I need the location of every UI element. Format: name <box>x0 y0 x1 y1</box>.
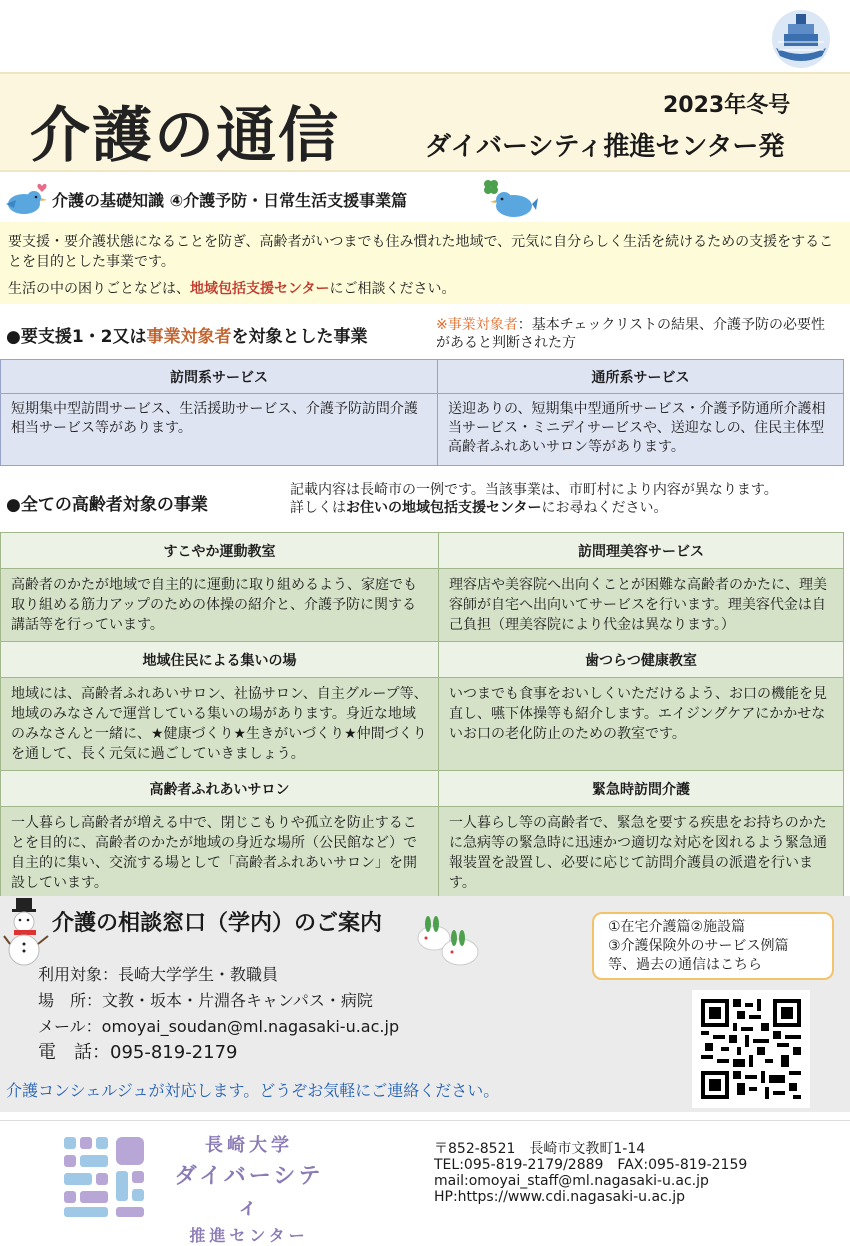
table2-body: 一人暮らし高齢者が増える中で、閉じこもりや孤立を防止することを目的に、高齢者のかたが地域の身近な場所（公民館など）で自主的に集い、交流する場として「高齢者ふれあいサロン」を開設しています。 <box>1 807 439 900</box>
tel-fax: TEL:095-819-2179/2889 FAX:095-819-2159 <box>434 1157 748 1173</box>
center-highlight: 地域包括支援センター <box>190 281 330 297</box>
issue-season: 2023年冬号 <box>663 93 791 118</box>
header-band <box>0 72 850 172</box>
consult-footer-text: 介護コンシェルジュが対応します。どうぞお気軽にご連絡ください。 <box>6 1081 500 1100</box>
table1-header-daycare: 通所系サービス <box>438 360 844 394</box>
consult-phone[interactable]: 電 話：095-819-2179 <box>38 1042 238 1063</box>
snow-rabbit-icon <box>414 908 484 968</box>
heading-emphasis: 事業対象者 <box>146 327 232 347</box>
qr-code[interactable] <box>692 990 810 1108</box>
table2-body: 地域には、高齢者ふれあいサロン、社協サロン、自主グループ等、地域のみなさんで運営している集いの場があります。身近な地域のみなさんと一緒に、★健康づくり★生きがいづくり★仲間づくりを通して、長く元気に過ごしていきましょう。 <box>1 678 439 771</box>
table2-title: 訪問理美容サービス <box>439 533 844 569</box>
table1-daycare-body: 送迎ありの、短期集中型通所サービス・介護予防通所介護相当サービス・ミニデイサービスや、送迎なしの、住民主体型高齢者ふれあいサロン等があります。 <box>438 394 844 466</box>
table2-title: 地域住民による集いの場 <box>1 642 439 678</box>
section2-heading: ●全ての高齢者対象の事業 <box>6 495 208 515</box>
past-issues-box[interactable] <box>592 912 834 980</box>
table2-body: 理容店や美容院へ出向くことが困難な高齢者のかたに、理美容師が自宅へ出向いてサービスを行います。理美容代金は自己負担（理美容院により代金は異なります。） <box>439 569 844 642</box>
table2-title: すこやか運動教室 <box>1 533 439 569</box>
services-table-2 <box>0 532 844 900</box>
note-text: ：基本チェックリストの結果、介護予防の必要性があると判断された方 <box>436 317 826 351</box>
footer-homepage-link[interactable]: HP:https://www.cdi.nagasaki-u.ac.jp <box>434 1189 685 1205</box>
note-line1: 記載内容は長崎市の一例です。当該事業は、市町村により内容が異なります。 <box>290 482 778 498</box>
services-table-1 <box>0 359 844 466</box>
intro-consult-line <box>8 278 455 298</box>
snowman-icon <box>4 898 50 968</box>
past-line3: 等、過去の通信はこちら <box>608 957 762 973</box>
table2-title: 高齢者ふれあいサロン <box>1 771 439 807</box>
intro-text-end: にご相談ください。 <box>329 281 456 297</box>
cdi-name-line1: 長崎大学 <box>205 1135 293 1156</box>
note-line2-start: 詳しくは <box>290 500 346 516</box>
table2-title: 歯つらつ健康教室 <box>439 642 844 678</box>
table2-body: 高齢者のかたが地域で自主的に運動に取り組めるよう、家庭でも取り組める筋力アップのための体操の紹介と、介護予防に関する講話等を行っています。 <box>1 569 439 642</box>
consultation-section <box>0 896 850 1112</box>
section1-note <box>436 316 836 352</box>
contact-address <box>434 1141 747 1205</box>
footer-email[interactable]: mail:omoyai_staff@ml.nagasaki-u.ac.jp <box>434 1173 709 1189</box>
intro-box <box>0 222 850 304</box>
heading-part: ●要支援1・2又は <box>6 327 147 347</box>
intro-text: 生活の中の困りごとなどは、 <box>8 281 190 297</box>
topic-title: 介護の基礎知識 ④介護予防・日常生活支援事業篇 <box>52 191 408 210</box>
table2-body: 一人暮らし等の高齢者で、緊急を要する疾患をお持ちのかたに急病等の緊急時に迅速かつ適切な対応を図れるよう緊急通報装置を設置し、必要に応じて訪問介護員の派遣を行います。 <box>439 807 844 900</box>
cdi-logo-mark <box>60 1133 150 1219</box>
cdi-name-line2: ダイバーシティ <box>174 1164 324 1220</box>
note-line2-end: にお尋ねください。 <box>541 500 668 516</box>
table1-visit-body: 短期集中型訪問サービス、生活援助サービス、介護予防訪問介護相当サービス等があります。 <box>1 394 438 466</box>
topic-row <box>0 178 850 220</box>
consult-target: 利用対象：長崎大学学生・教職員 <box>38 965 279 984</box>
cdi-name <box>164 1131 334 1246</box>
table1-header-visit: 訪問系サービス <box>1 360 438 394</box>
note-line2-bold: お住いの地域包括支援センター <box>346 500 542 516</box>
consultation-info <box>38 962 399 1066</box>
consultation-title: 介護の相談窓口（学内）のご案内 <box>52 911 383 936</box>
section2-note <box>290 481 840 517</box>
note-line2 <box>290 499 840 517</box>
newsletter-title: 介護の通信 <box>30 101 340 171</box>
section1-heading <box>6 322 368 347</box>
heading-part-end: を対象とした事業 <box>231 327 368 347</box>
newsletter-subtitle: ダイバーシティ推進センター発 <box>425 132 785 162</box>
intro-paragraph: 要支援・要介護状態になることを防ぎ、高齢者がいつまでも住み慣れた地域で、元気に自分らしく生活を続けるための支援をすることを目的とした事業です。 <box>8 234 834 270</box>
page-footer <box>0 1120 850 1245</box>
consult-place: 場 所：文教・坂本・片淵各キャンパス・病院 <box>38 991 373 1010</box>
qr-code-icon <box>701 999 801 1099</box>
cdi-name-line3: 推進センター <box>189 1226 309 1245</box>
past-line1: ①在宅介護篇②施設篇 <box>608 919 746 935</box>
past-line2: ③介護保険外のサービス例篇 <box>608 938 789 954</box>
table2-body: いつまでも食事をおいしくいただけるよう、お口の機能を見直し、嚥下体操等も紹介します。エイジングケアにかかせないお口の老化防止のための教室です。 <box>439 678 844 771</box>
table2-title: 緊急時訪問介護 <box>439 771 844 807</box>
consult-email[interactable]: メール：omoyai_soudan@ml.nagasaki-u.ac.jp <box>38 1017 400 1036</box>
postal-address: 〒852-8521 長崎市文教町1-14 <box>434 1141 646 1157</box>
university-ship-logo <box>770 8 832 70</box>
note-label: ※事業対象者 <box>436 317 518 333</box>
bluebird-heart-icon <box>2 182 50 218</box>
bluebird-clover-icon <box>478 178 538 220</box>
